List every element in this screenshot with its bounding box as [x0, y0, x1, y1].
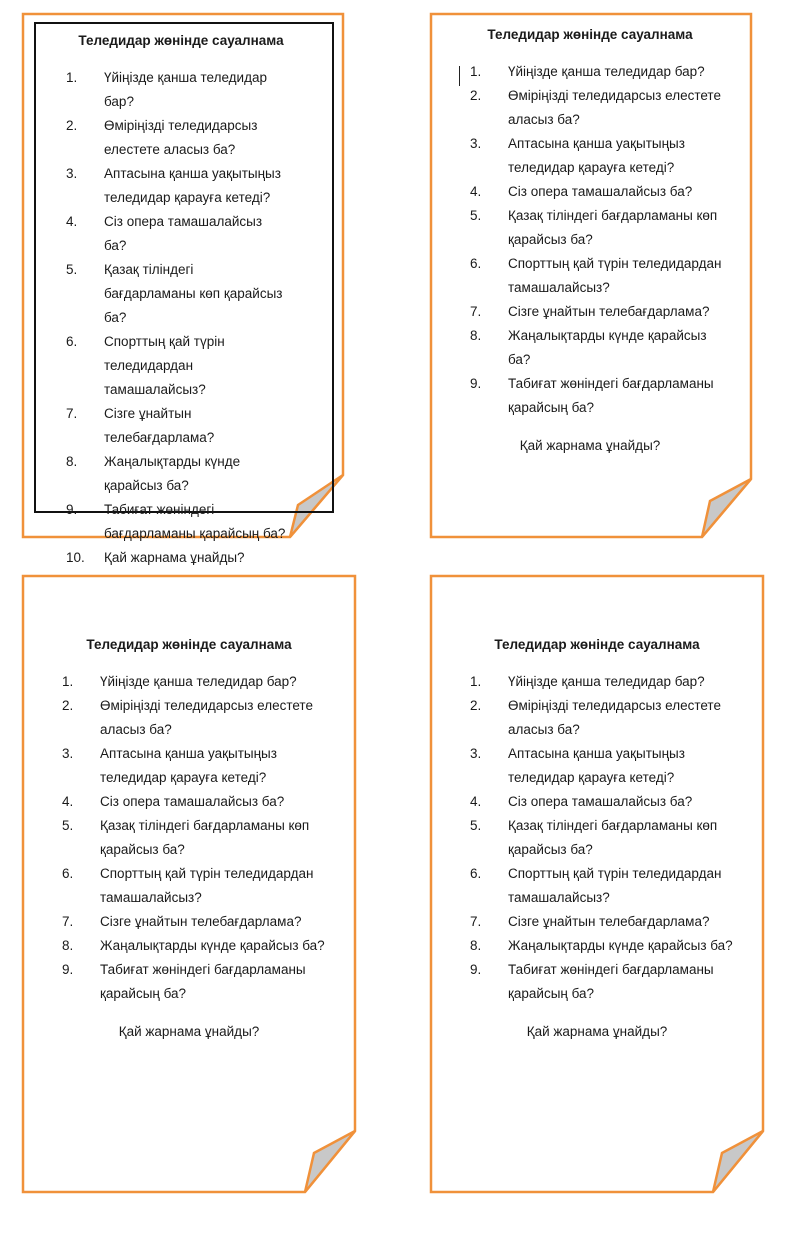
question-item — [66, 330, 288, 402]
question-number: 4. — [62, 794, 74, 809]
survey-card-4 — [430, 575, 765, 1193]
survey-card-2 — [430, 13, 752, 538]
question-item — [62, 934, 328, 958]
question-text: Қазақ тіліндегі бағдарламаны көп қарайсыз ба? — [104, 262, 283, 325]
question-item — [470, 132, 722, 180]
question-number: 9. — [470, 962, 482, 977]
question-text: Спорттың қай түрін теледидардан тамашалайсыз? — [508, 256, 722, 295]
question-text: Жаңалықтарды күнде қарайсыз ба? — [508, 328, 707, 367]
question-number: 2. — [62, 698, 74, 713]
question-number: 6. — [66, 334, 78, 349]
question-text: Сіз опера тамашалайсыз ба? — [508, 184, 693, 199]
survey-title: Теледидар жөнінде сауалнама — [86, 637, 292, 652]
question-text: Қазақ тіліндегі бағдарламаны көп қарайсыз ба? — [508, 818, 718, 857]
question-item — [62, 862, 328, 910]
question-list — [470, 60, 722, 420]
question-text: Сізге ұнайтын телебағдарлама? — [508, 304, 710, 319]
question-text: Өміріңізді теледидарсыз елестете аласыз ба? — [100, 698, 313, 737]
survey-title: Теледидар жөнінде сауалнама — [78, 33, 284, 48]
question-list — [62, 670, 328, 1006]
question-text: Табиғат жөніндегі бағдарламаны қарайсың ба? — [508, 376, 714, 415]
question-item — [470, 934, 736, 958]
question-number: 6. — [470, 256, 482, 271]
question-text: Үйіңізде қанша теледидар бар? — [508, 64, 705, 79]
question-item — [62, 670, 328, 694]
question-item — [470, 84, 722, 132]
question-item — [62, 790, 328, 814]
question-item — [470, 790, 736, 814]
question-number: 2. — [470, 698, 482, 713]
question-number: 5. — [66, 262, 78, 277]
question-number: 8. — [66, 454, 78, 469]
question-item — [62, 814, 328, 862]
question-text: Өміріңізді теледидарсыз елестете аласыз ба? — [104, 118, 258, 157]
question-number: 3. — [470, 136, 482, 151]
question-text: Өміріңізді теледидарсыз елестете аласыз ба? — [508, 698, 721, 737]
question-text: Спорттың қай түрін теледидардан тамашалайсыз? — [508, 866, 722, 905]
question-item — [470, 300, 722, 324]
question-text: Үйіңізде қанша теледидар бар? — [100, 674, 297, 689]
question-item — [470, 742, 736, 790]
question-text: Қазақ тіліндегі бағдарламаны көп қарайсыз ба? — [508, 208, 718, 247]
question-text: Сізге ұнайтын телебағдарлама? — [508, 914, 710, 929]
question-number: 4. — [66, 214, 78, 229]
text-cursor — [459, 66, 460, 86]
question-number: 4. — [470, 794, 482, 809]
question-item — [470, 862, 736, 910]
question-number: 3. — [66, 166, 78, 181]
question-number: 4. — [470, 184, 482, 199]
question-text: Табиғат жөніндегі бағдарламаны қарайсың ба? — [100, 962, 306, 1001]
question-number: 1. — [470, 64, 482, 79]
question-item — [470, 694, 736, 742]
question-number: 2. — [470, 88, 482, 103]
question-item — [66, 210, 288, 258]
question-item — [470, 910, 736, 934]
question-text: Сізге ұнайтын телебағдарлама? — [100, 914, 302, 929]
question-item — [66, 162, 288, 210]
extra-question: Қай жарнама ұнайды? — [118, 1024, 260, 1039]
question-number: 5. — [470, 818, 482, 833]
question-list — [470, 670, 736, 1006]
question-number: 7. — [62, 914, 74, 929]
question-number: 7. — [66, 406, 78, 421]
question-text: Сіз опера тамашалайсыз ба? — [100, 794, 285, 809]
question-item — [470, 372, 722, 420]
question-item — [66, 258, 288, 330]
question-item — [470, 252, 722, 300]
question-item — [62, 742, 328, 790]
question-number: 1. — [66, 70, 78, 85]
question-item — [66, 498, 288, 546]
question-item — [470, 180, 722, 204]
question-item — [66, 66, 288, 114]
question-item — [62, 910, 328, 934]
extra-question: Қай жарнама ұнайды? — [526, 1024, 668, 1039]
question-number: 8. — [470, 328, 482, 343]
question-number: 1. — [62, 674, 74, 689]
question-text: Аптасына қанша уақытыңыз теледидар қарауға кетеді? — [508, 746, 685, 785]
question-number: 9. — [66, 502, 78, 517]
question-number: 3. — [62, 746, 74, 761]
question-text: Спорттың қай түрін теледидардан тамашалайсыз? — [100, 866, 314, 905]
question-text: Үйіңізде қанша теледидар бар? — [508, 674, 705, 689]
question-number: 8. — [62, 938, 74, 953]
question-item — [62, 694, 328, 742]
question-item — [66, 546, 288, 570]
question-number: 7. — [470, 304, 482, 319]
question-text: Жаңалықтарды күнде қарайсыз ба? — [508, 938, 733, 953]
question-number: 5. — [62, 818, 74, 833]
survey-card-1 — [22, 13, 344, 565]
question-text: Аптасына қанша уақытыңыз теледидар қарауға кетеді? — [100, 746, 277, 785]
question-text: Аптасына қанша уақытыңыз теледидар қарауға кетеді? — [508, 136, 685, 175]
question-item — [66, 402, 288, 450]
question-number: 3. — [470, 746, 482, 761]
question-item — [470, 958, 736, 1006]
question-text: Жаңалықтарды күнде қарайсыз ба? — [100, 938, 325, 953]
question-text: Сіз опера тамашалайсыз ба? — [508, 794, 693, 809]
question-item — [470, 204, 722, 252]
question-number: 9. — [62, 962, 74, 977]
question-number: 6. — [62, 866, 74, 881]
question-text: Сізге ұнайтын телебағдарлама? — [104, 406, 215, 445]
question-text: Табиғат жөніндегі бағдарламаны қарайсың ба? — [104, 502, 286, 541]
question-number: 1. — [470, 674, 482, 689]
question-number: 5. — [470, 208, 482, 223]
question-text: Қай жарнама ұнайды? — [104, 550, 245, 565]
question-text: Өміріңізді теледидарсыз елестете аласыз ба? — [508, 88, 721, 127]
question-list — [66, 66, 288, 570]
extra-question: Қай жарнама ұнайды? — [519, 438, 661, 453]
question-text: Спорттың қай түрін теледидардан тамашалайсыз? — [104, 334, 225, 397]
question-text: Жаңалықтарды күнде қарайсыз ба? — [104, 454, 241, 493]
survey-title: Теледидар жөнінде сауалнама — [494, 637, 700, 652]
question-number: 6. — [470, 866, 482, 881]
question-item — [66, 450, 288, 498]
question-item — [470, 814, 736, 862]
question-number: 7. — [470, 914, 482, 929]
question-number: 8. — [470, 938, 482, 953]
question-number: 9. — [470, 376, 482, 391]
question-item — [470, 324, 722, 372]
question-text: Аптасына қанша уақытыңыз теледидар қарауға кетеді? — [104, 166, 281, 205]
question-number: 10. — [66, 550, 85, 565]
question-item — [470, 670, 736, 694]
survey-title: Теледидар жөнінде сауалнама — [487, 27, 693, 42]
question-text: Үйіңізде қанша теледидар бар? — [104, 70, 267, 109]
question-text: Қазақ тіліндегі бағдарламаны көп қарайсыз ба? — [100, 818, 310, 857]
question-text: Сіз опера тамашалайсыз ба? — [104, 214, 263, 253]
question-text: Табиғат жөніндегі бағдарламаны қарайсың ба? — [508, 962, 714, 1001]
survey-card-3 — [22, 575, 357, 1193]
question-item — [62, 958, 328, 1006]
question-item — [470, 60, 722, 84]
question-number: 2. — [66, 118, 78, 133]
question-item — [66, 114, 288, 162]
